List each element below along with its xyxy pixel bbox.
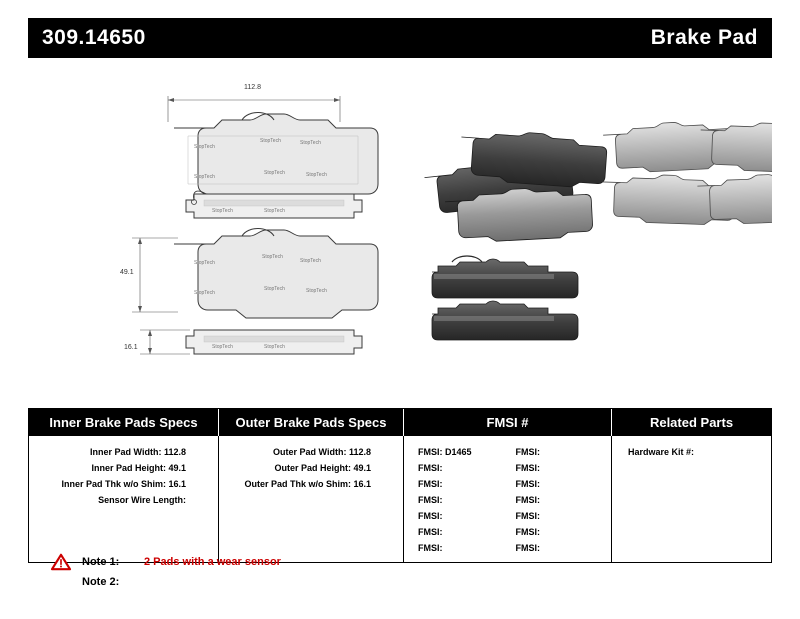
pad-photo-cluster-back — [601, 119, 772, 225]
drawings-region — [28, 66, 772, 396]
fmsi-entry: FMSI: — [418, 463, 443, 473]
pad-photo-cluster-front — [424, 128, 608, 244]
fmsi-cell — [404, 436, 612, 562]
svg-text:StopTech: StopTech — [194, 144, 215, 150]
header-bar — [28, 18, 772, 58]
spec-outer-thickness: Outer Pad Thk w/o Shim: 16.1 — [244, 479, 371, 489]
technical-drawings-svg — [28, 66, 772, 396]
fmsi-entry: FMSI: — [515, 543, 540, 553]
fmsi-column-right — [508, 444, 606, 556]
svg-text:StopTech: StopTech — [264, 208, 285, 214]
fmsi-entry: FMSI: — [418, 495, 443, 505]
pad-outline-inner-side — [186, 191, 362, 218]
svg-text:StopTech: StopTech — [300, 140, 321, 146]
svg-text:StopTech: StopTech — [212, 208, 233, 214]
fmsi-entry: FMSI: — [515, 479, 540, 489]
related-parts-cell — [612, 436, 771, 562]
inner-specs-cell — [29, 436, 219, 562]
spec-table-header-row — [29, 409, 771, 436]
svg-text:StopTech: StopTech — [264, 344, 285, 350]
dimension-label-thickness: 16.1 — [124, 344, 138, 351]
header-fmsi: FMSI # — [404, 409, 612, 436]
notes-section — [50, 552, 550, 592]
svg-text:StopTech: StopTech — [194, 174, 215, 180]
outer-specs-cell — [219, 436, 404, 562]
spec-inner-height: Inner Pad Height: 49.1 — [91, 463, 186, 473]
svg-text:StopTech: StopTech — [306, 288, 327, 294]
fmsi-entry: FMSI: — [418, 543, 443, 553]
pad-outline-inner-face — [174, 113, 378, 203]
fmsi-entry: FMSI: — [515, 495, 540, 505]
svg-text:StopTech: StopTech — [194, 260, 215, 266]
pad-photo-edge-views — [432, 256, 578, 340]
header-related-parts: Related Parts — [649, 415, 734, 430]
note-row — [50, 572, 550, 592]
dimension-label-width: 112.8 — [244, 84, 261, 91]
svg-text:StopTech: StopTech — [194, 290, 215, 296]
note-1-label: Note 1: — [82, 556, 120, 568]
pad-outline-outer-face — [174, 229, 378, 319]
fmsi-entry: FMSI: — [515, 447, 540, 457]
fmsi-entry: FMSI: — [418, 527, 443, 537]
spec-outer-height: Outer Pad Height: 49.1 — [274, 463, 371, 473]
svg-text:StopTech: StopTech — [212, 344, 233, 350]
related-parts-hardware-kit: Hardware Kit #: — [628, 447, 695, 457]
spec-outer-width: Outer Pad Width: 112.8 — [273, 447, 371, 457]
fmsi-entry: FMSI: — [515, 527, 540, 537]
spec-inner-width: Inner Pad Width: 112.8 — [90, 447, 186, 457]
fmsi-column-left — [410, 444, 508, 556]
svg-text:StopTech: StopTech — [262, 254, 283, 260]
svg-text:StopTech: StopTech — [260, 138, 281, 144]
warning-icon — [50, 553, 72, 571]
note-row — [50, 552, 550, 572]
dimension-label-height: 49.1 — [120, 269, 134, 276]
fmsi-entry: FMSI: — [515, 511, 540, 521]
note-2-label: Note 2: — [82, 576, 120, 588]
part-number: 309.14650 — [42, 26, 146, 49]
svg-text:StopTech: StopTech — [306, 172, 327, 178]
product-type: Brake Pad — [650, 26, 758, 49]
fmsi-entry: FMSI: — [418, 479, 443, 489]
fmsi-entry: FMSI: D1465 — [418, 447, 472, 457]
svg-text:StopTech: StopTech — [264, 286, 285, 292]
spec-inner-thickness: Inner Pad Thk w/o Shim: 16.1 — [61, 479, 186, 489]
spec-table-body-row — [29, 436, 771, 562]
pad-outline-outer-side — [186, 330, 362, 354]
svg-text:StopTech: StopTech — [264, 170, 285, 176]
spec-table — [28, 408, 772, 563]
note-1-text: 2 Pads with a wear sensor — [144, 556, 281, 568]
header-inner-specs: Inner Brake Pads Specs — [29, 409, 219, 436]
header-outer-specs: Outer Brake Pads Specs — [219, 409, 404, 436]
fmsi-entry: FMSI: — [418, 511, 443, 521]
svg-text:StopTech: StopTech — [300, 258, 321, 264]
fmsi-entry: FMSI: — [515, 463, 540, 473]
spec-sensor-wire-length: Sensor Wire Length: — [98, 495, 186, 505]
